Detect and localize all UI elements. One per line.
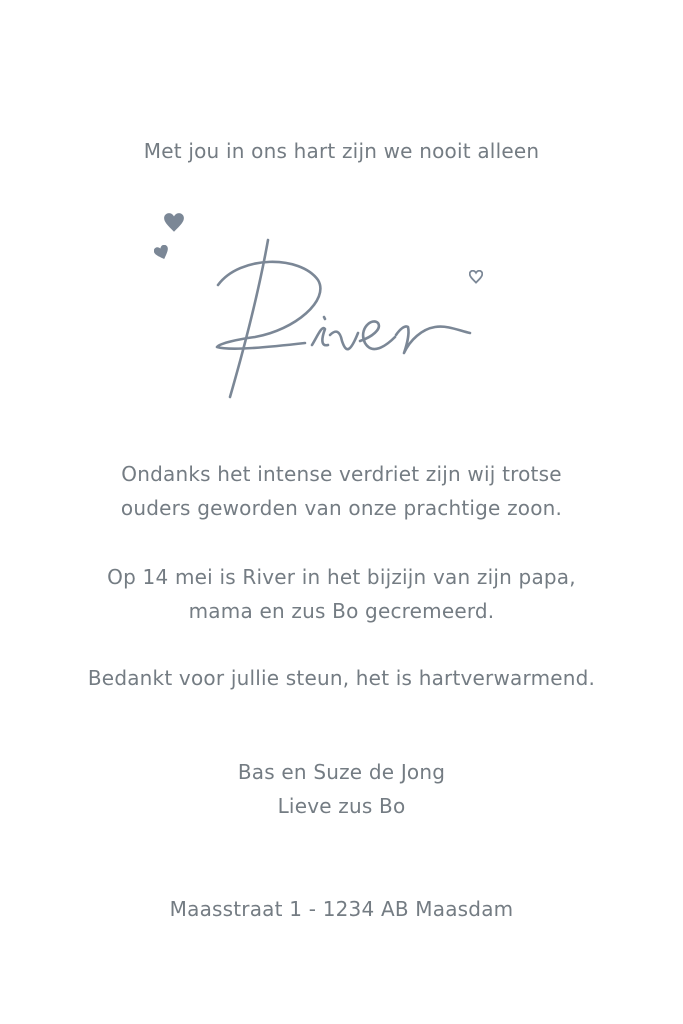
paragraph2-line2: mama en zus Bo gecremeerd. <box>188 599 495 623</box>
signature-parents: Bas en Suze de Jong <box>237 760 446 784</box>
tagline: Met jou in ons hart zijn we nooit alleen <box>143 139 540 163</box>
address: Maasstraat 1 - 1234 AB Maasdam <box>169 897 514 921</box>
paragraph1-line1: Ondanks het intense verdriet zijn wij trotse <box>121 462 562 486</box>
heart-icon <box>163 212 185 234</box>
paragraph1-line2: ouders geworden van onze prachtige zoon. <box>120 496 563 520</box>
paragraph2-line1: Op 14 mei is River in het bijzijn van zijn papa, <box>107 565 576 589</box>
signature-sister: Lieve zus Bo <box>277 794 406 818</box>
heart-icon <box>154 245 170 261</box>
name-script-art <box>200 225 490 415</box>
paragraph3: Bedankt voor jullie steun, het is hartverwarmend. <box>87 666 596 690</box>
